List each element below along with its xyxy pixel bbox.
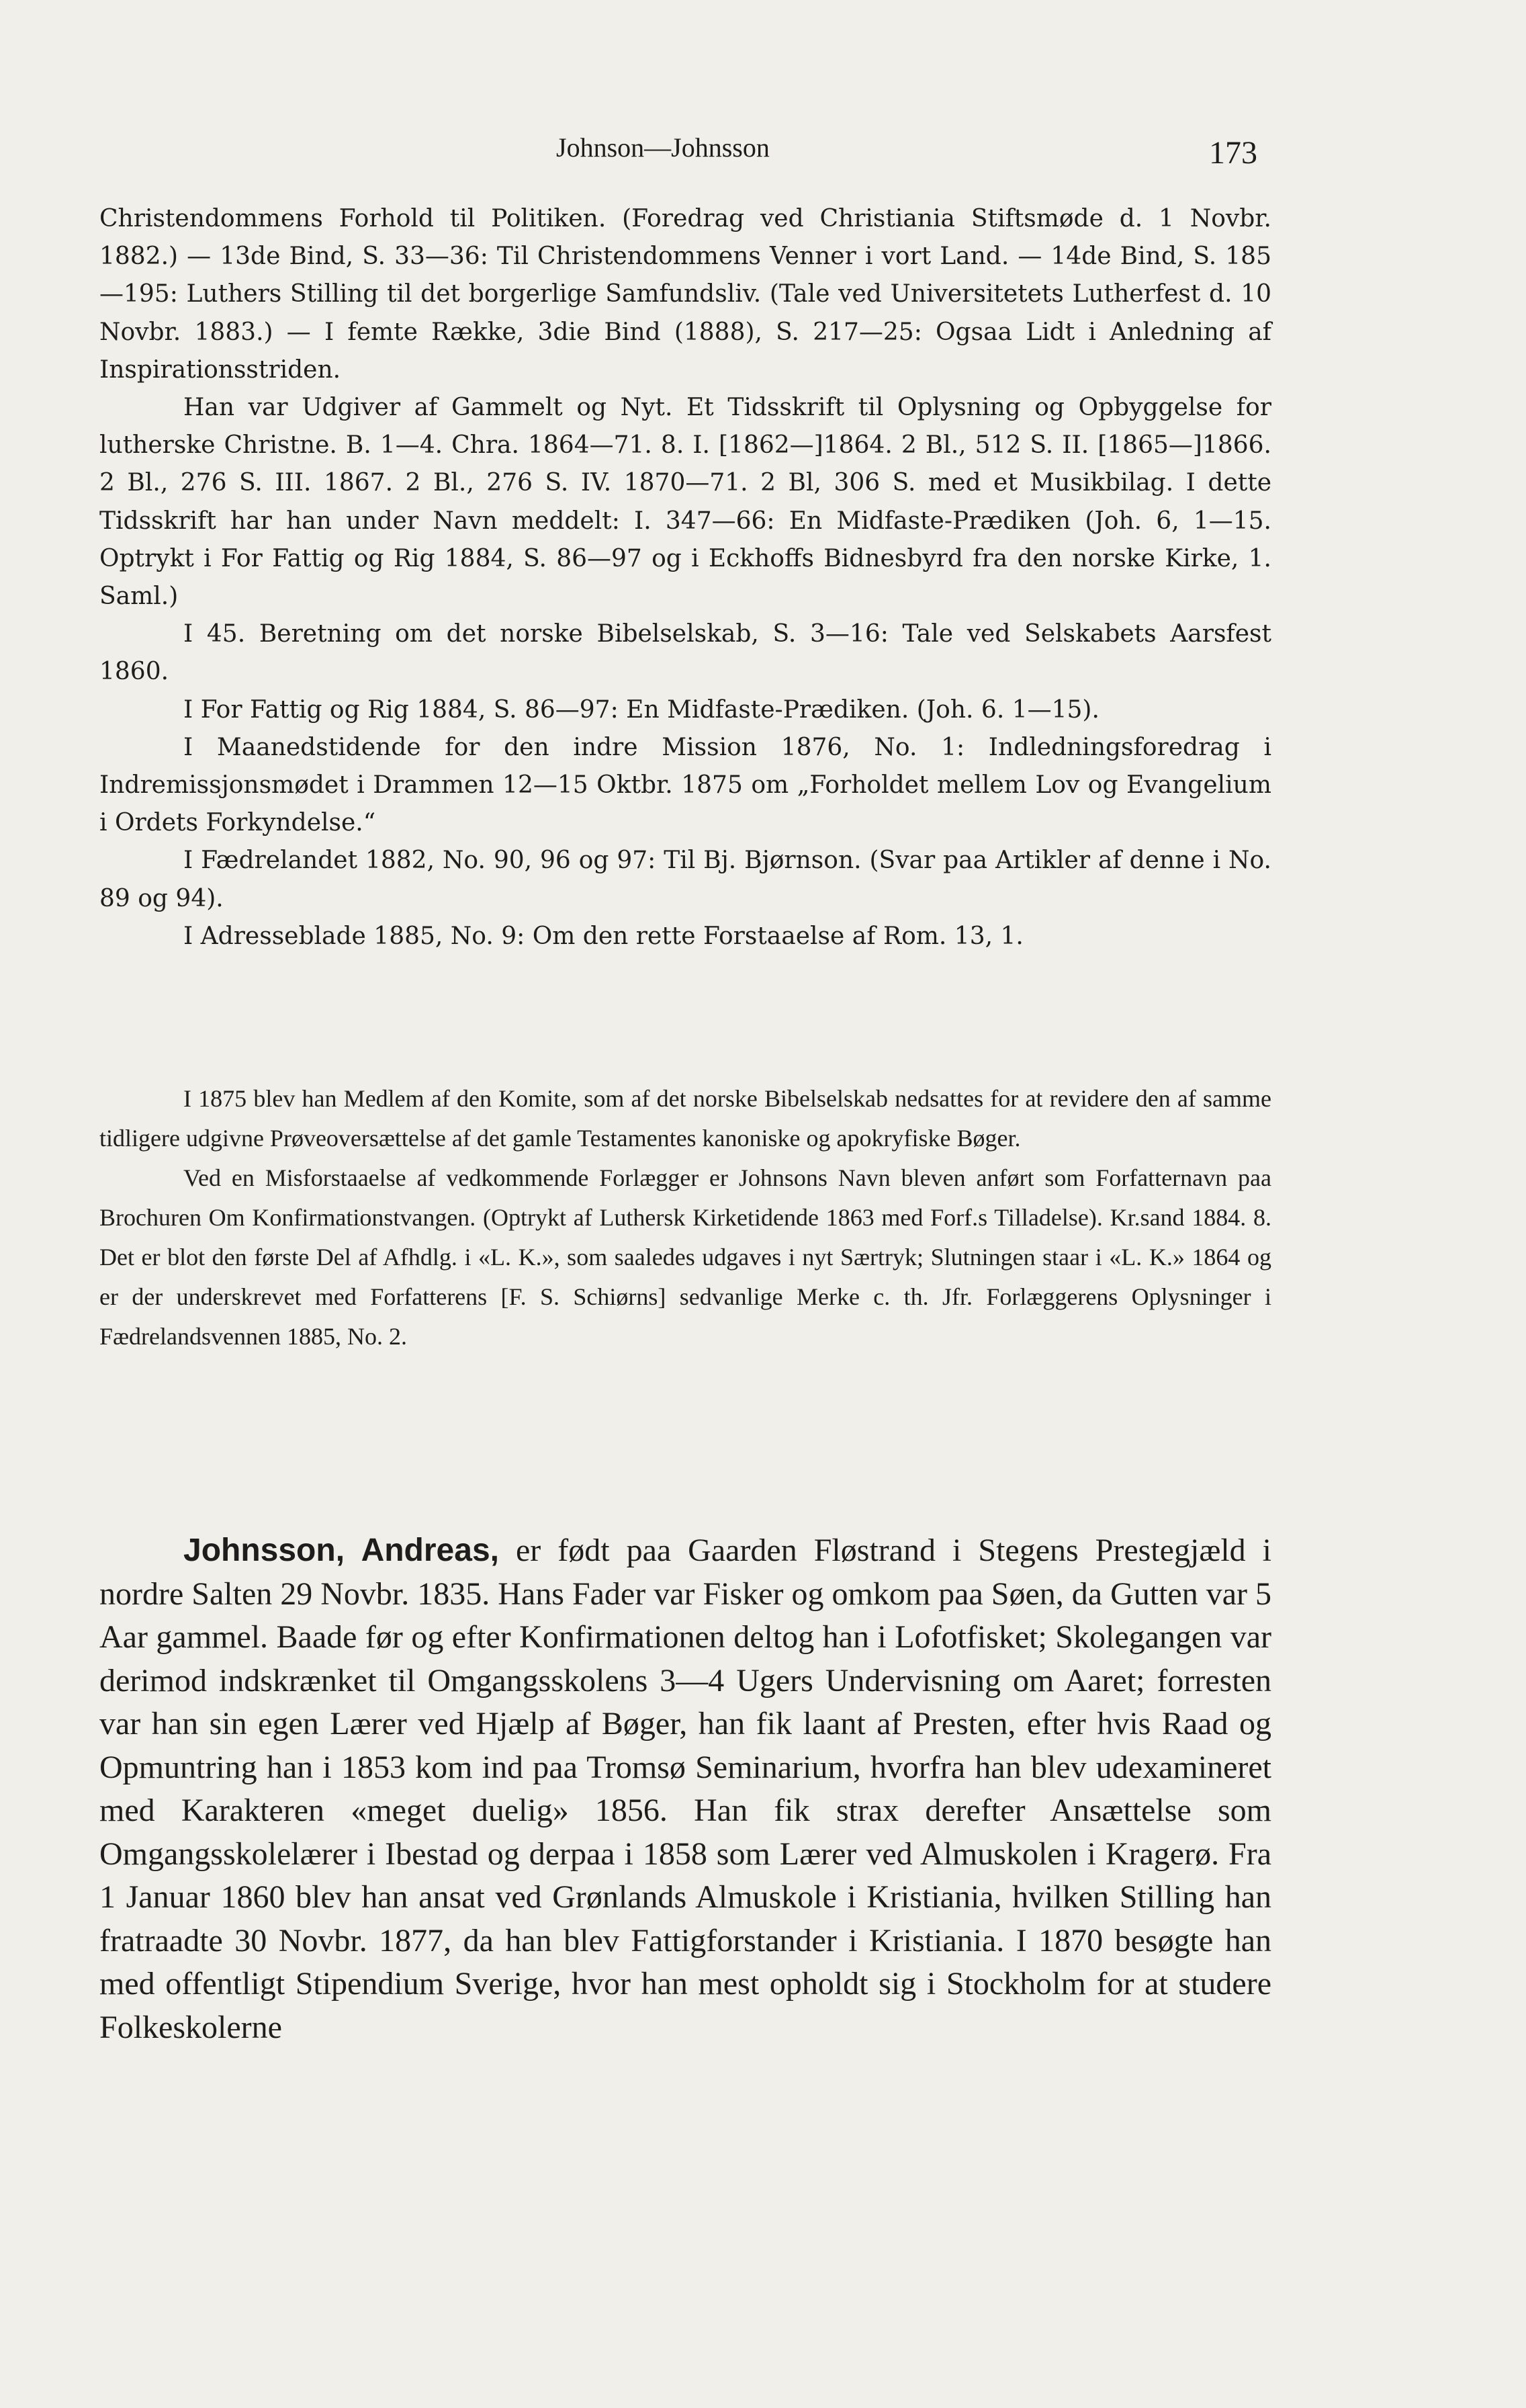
bibliography-entry: Christendommens Forhold til Politiken. (Foredrag ved Christiania Stiftsmøde d. 1 Novbr. 1882.) — 13de Bind, S. 33—36: Til Christendommens Venner i vort Land. — 14de Bind, S. 185—195: Luthers Stilling til det borgerlige Samfundsliv. (Tale ved Universitetets Lutherfest d. 10 Novbr. 1883.) — I femte Række, 3die Bind (1888), S. 217—25: Ogsaa Lidt i Anledning af Inspirationsstriden. <box>99 205 1271 384</box>
biography-text: er født paa Gaarden Fløstrand i Stegens Prestegjæld i nordre Salten 29 Novbr. 1835. Hans Fader var Fisker og omkom paa Søen, da Gutten var 5 Aar gammel. Baade før og efter Konfirmationen deltog han i Lofotfisket; Skolegangen var derimod indskrænket til Omgangsskolens 3—4 Ugers Undervisning om Aaret; forresten var han sin egen Lærer ved Hjælp af Bøger, han fik laant af Presten, efter hvis Raad og Opmuntring han i 1853 kom ind paa Tromsø Seminarium, hvorfra han blev udexamineret med Karakteren «meget duelig» 1856. Han fik strax derefter Ansættelse som Omgangsskolelærer i Ibestad og derpaa i 1858 som Lærer ved Almuskolen i Kragerø. Fra 1 Januar 1860 blev han ansat ved Grønlands Almuskole i Kristiania, hvilken Stilling han fratraadte 30 Novbr. 1877, da han blev Fattigforstander i Kristiania. I 1870 besøgte han med offentligt Stipendium Sverige, hvor han mest opholdt sig i Stockholm for at studere Folkeskolerne <box>99 1533 1272 2045</box>
bibliography-entry: I 45. Beretning om det norske Bibelselskab, S. 3—16: Tale ved Selskabets Aarsfest 1860. <box>99 620 1271 686</box>
bibliography-entry: I Maanedstidende for den indre Mission 1876, No. 1: Indledningsforedrag i Indremissjonsmødet i Drammen 12—15 Oktbr. 1875 om „Forholdet mellem Lov og Evangelium i Ordets Forkyndelse.“ <box>99 733 1271 837</box>
bibliography-entry: I Adresseblade 1885, No. 9: Om den rette Forstaaelse af Rom. 13, 1. <box>183 922 1024 950</box>
bibliography-entry: Han var Udgiver af Gammelt og Nyt. Et Tidsskrift til Oplysning og Opbyggelse for lutherske Christne. B. 1—4. Chra. 1864—71. 8. I. [1862—]1864. 2 Bl., 512 S. II. [1865—]1866. 2 Bl., 276 S. III. 1867. 2 Bl., 276 S. IV. 1870—71. 2 Bl, 306 S. med et Musikbilag. I dette Tidsskrift har han under Navn meddelt: I. 347—66: En Midfaste-Prædiken (Joh. 6, 1—15. Optrykt i For Fattig og Rig 1884, S. 86—97 og i Eckhoffs Bidnesbyrd fra den norske Kirke, 1. Saml.) <box>99 394 1271 611</box>
biography-paragraph <box>99 1529 1271 2049</box>
bibliography-entry: I Fædrelandet 1882, No. 90, 96 og 97: Til Bj. Bjørnson. (Svar paa Artikler af denne i No. 89 og 94). <box>99 847 1271 912</box>
running-head: Johnson—Johnsson <box>556 132 770 163</box>
biography-name: Johnsson, Andreas, <box>183 1533 499 1568</box>
bibliography-entry: I For Fattig og Rig 1884, S. 86—97: En Midfaste-Prædiken. (Joh. 6. 1—15). <box>183 695 1099 724</box>
page-header <box>0 132 1526 172</box>
page-number: 173 <box>1209 135 1257 171</box>
note-paragraph: I 1875 blev han Medlem af den Komite, som af det norske Bibelselskab nedsattes for at revidere den af samme tidligere udgivne Prøveoversættelse af det gamle Testamentes kanoniske og apokryfiske Bøger. <box>99 1085 1271 1152</box>
notes-section <box>99 1079 1271 1357</box>
bibliography-section <box>99 200 1271 955</box>
note-paragraph: Ved en Misforstaaelse af vedkommende Forlægger er Johnsons Navn bleven anført som Forfatternavn paa Brochuren Om Konfirmationstvangen. (Optrykt af Luthersk Kirketidende 1863 med Forf.s Tilladelse). Kr.sand 1884. 8. Det er blot den første Del af Afhdlg. i «L. K.», som saaledes udgaves i nyt Særtryk; Slutningen staar i «L. K.» 1864 og er der underskrevet med Forfatterens [F. S. Schiørns] sedvanlige Merke c. th. Jfr. Forlæggerens Oplysninger i Fædrelandsvennen 1885, No. 2. <box>99 1164 1271 1350</box>
biography-entry <box>99 1529 1271 2049</box>
